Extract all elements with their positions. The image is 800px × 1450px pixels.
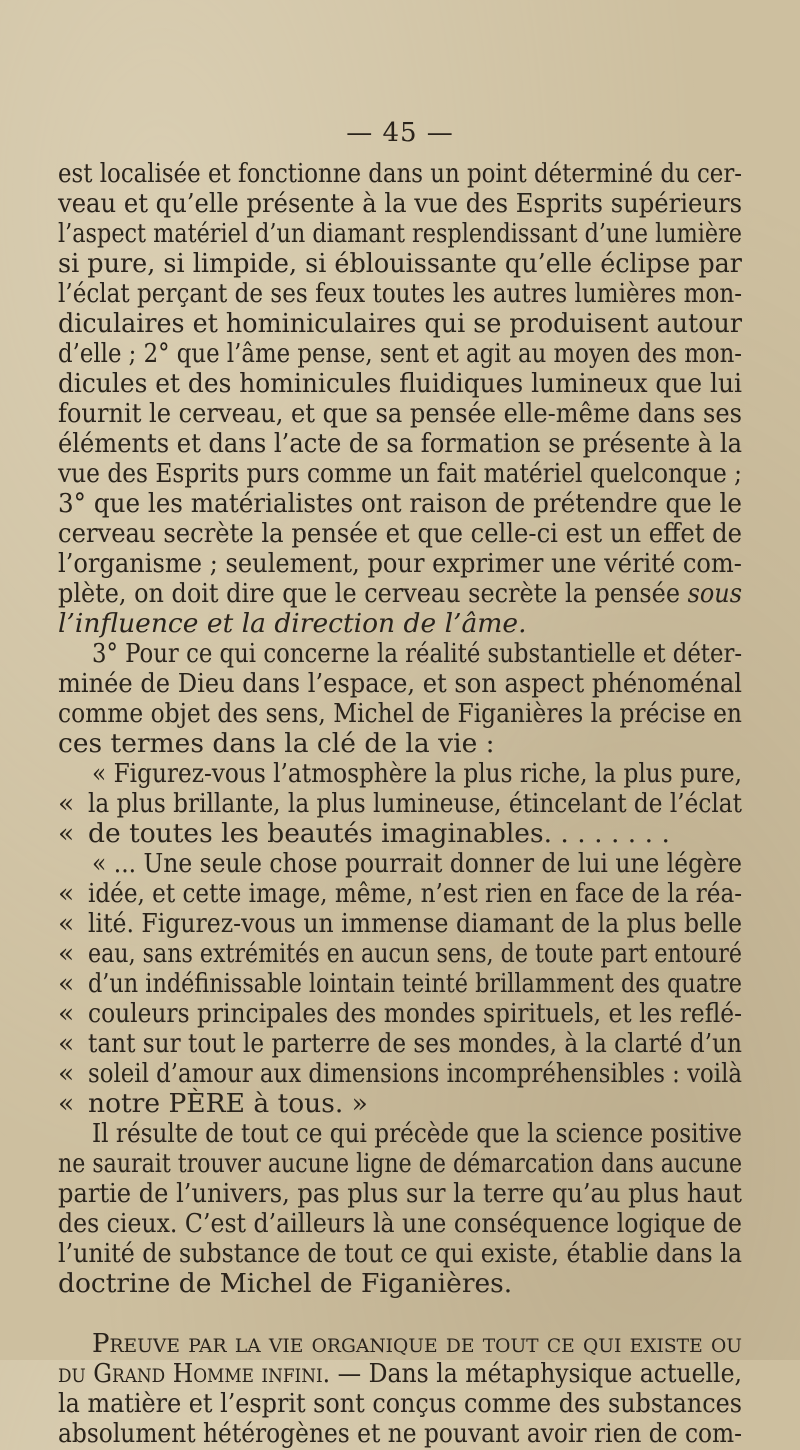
text-line [0,1358,800,1390]
text-line [0,1208,800,1240]
line-text-run: soleil d’amour aux dimensions incompréhensibles : voilà [88,1058,742,1089]
text-line [0,548,800,580]
text-line [0,818,800,850]
quote-mark: « [58,878,75,909]
quote-mark: « [58,908,75,939]
line-text [88,788,742,820]
text-line [0,368,800,400]
text-line [0,578,800,610]
line-text [88,818,670,850]
line-text-run: l’organisme ; seulement, pour exprimer une vérité com- [58,548,742,579]
text-line [0,1088,800,1120]
quote-mark: « [58,818,75,849]
text-line [0,1388,800,1420]
text-line [0,908,800,940]
line-text [58,548,742,580]
text-line [0,998,800,1030]
line-text-run: couleurs principales des mondes spirituels, et les reflé- [88,998,742,1029]
line-text-run: plète, on doit dire que le cerveau secrète la pensée [58,578,688,609]
text-line [0,1178,800,1210]
line-text [92,1328,742,1360]
line-text-run: 3° que les matérialistes ont raison de prétendre que le [58,488,742,519]
text-line [0,1238,800,1270]
line-text [58,518,742,550]
italic-text: l’influence et la direction de l’âme. [58,608,527,639]
line-text [92,848,742,880]
line-text-run: tant sur tout le parterre de ses mondes, à la clarté d’un [88,1028,742,1059]
text-line [0,878,800,910]
line-text [92,1118,742,1150]
line-text-run: est localisée et fonctionne dans un point déterminé du cer- [58,158,742,189]
text-line [0,458,800,490]
line-text [58,278,742,310]
text-line [0,218,800,250]
line-text-run: absolument hétérogènes et ne pouvant avoir rien de com- [58,1418,743,1449]
line-text [88,1058,742,1090]
text-line [0,848,800,880]
text-line [0,1058,800,1090]
line-text [58,1238,742,1270]
line-text-run: doctrine de Michel de Figanières. [58,1268,513,1299]
line-text [88,908,742,940]
line-text-run: notre PÈRE à tous. » [88,1088,368,1119]
line-text-run: l’aspect matériel d’un diamant resplendissant d’une lumière [58,218,743,249]
line-text [58,728,495,760]
line-text [88,938,742,970]
text-line [0,428,800,460]
line-text-run: veau et qu’elle présente à la vue des Esprits supérieurs [58,188,743,219]
line-text [58,1268,512,1300]
line-text [88,878,742,910]
text-line [0,758,800,790]
line-text-run: vue des Esprits purs comme un fait matériel quelconque ; [58,458,742,489]
italic-text: sous [687,578,742,609]
quote-mark: « [58,788,75,819]
line-text-run: lité. Figurez-vous un immense diamant de la plus belle [88,908,743,939]
line-text [92,638,742,670]
text-line [0,608,800,640]
line-text [58,488,742,520]
line-text-run: idée, et cette image, même, n’est rien en face de la réa- [88,878,743,909]
quote-mark: « [58,1058,75,1089]
line-text [92,758,742,790]
text-line [0,158,800,190]
line-text [58,218,742,250]
line-text [58,1178,742,1210]
line-text-run: d’elle ; 2° que l’âme pense, sent et agit au moyen des mon- [58,338,743,369]
line-text [58,668,742,700]
text-line [0,968,800,1000]
line-text [58,158,742,190]
line-text [58,1388,742,1420]
text-line [0,248,800,280]
line-text-run: d’un indéfinissable lointain teinté brillamment des quatre [88,968,743,999]
line-text-run: comme objet des sens, Michel de Figanières la précise en [58,698,742,729]
line-text [58,1208,742,1240]
quote-mark: « [58,1028,75,1059]
page-number: — 45 — [346,118,454,148]
line-text [58,608,527,640]
line-text-run: éléments et dans l’acte de sa formation se présente à la [58,428,742,459]
line-text-run: l’éclat perçant de ses feux toutes les autres lumières mon- [58,278,743,309]
text-line [0,398,800,430]
line-text-run: des cieux. C’est d’ailleurs là une conséquence logique de [58,1208,743,1239]
line-text [58,248,742,280]
line-text [88,968,742,1000]
text-line [0,1118,800,1150]
line-text [88,998,742,1030]
text-line [0,488,800,520]
line-text [58,428,742,460]
line-text [58,308,742,340]
text-line [0,188,800,220]
text-line [0,308,800,340]
line-text-run: la plus brillante, la plus lumineuse, étincelant de l’éclat [88,788,742,819]
line-text-run: 3° Pour ce qui concerne la réalité substantielle et déter- [92,638,743,669]
text-line [0,638,800,670]
line-text [88,1088,368,1120]
text-line [0,1328,800,1360]
line-text [88,1028,742,1060]
text-line [0,938,800,970]
line-text [58,368,742,400]
text-line [0,338,800,370]
line-text-run: dicules et des hominicules fluidiques lumineux que lui [58,368,742,399]
quote-mark: « [58,1088,75,1119]
line-text-run: de toutes les beautés imaginables. . . . . . . . [88,818,670,849]
line-text-run: « ... Une seule chose pourrait donner de lui une légère [92,848,743,879]
text-line [0,728,800,760]
line-text-run: ne saurait trouver aucune ligne de démarcation dans aucune [58,1148,743,1179]
text-line [0,668,800,700]
line-text-run: l’unité de substance de tout ce qui existe, établie dans la [58,1238,742,1269]
text-line [0,788,800,820]
line-text-run: si pure, si limpide, si éblouissante qu’elle éclipse par [58,248,742,279]
section-heading: Preuve par la vie organique de tout ce qui existe ou [92,1328,742,1359]
line-text [58,578,742,610]
line-text [58,398,742,430]
line-text [58,458,742,490]
line-text [58,698,742,730]
text-line [0,1268,800,1300]
line-text-run: — Dans la métaphysique actuelle, [330,1358,742,1389]
text-line [0,1028,800,1060]
quote-mark: « [58,998,75,1029]
quote-mark: « [58,938,75,969]
line-text [58,1148,742,1180]
text-line [0,278,800,310]
line-text [58,1418,742,1450]
section-heading: du Grand Homme infini. [58,1358,331,1389]
text-line [0,698,800,730]
line-text-run: diculaires et hominiculaires qui se produisent autour [58,308,743,339]
line-text-run: ces termes dans la clé de la vie : [58,728,495,759]
text-line [0,518,800,550]
line-text-run: cerveau secrète la pensée et que celle-ci est un effet de [58,518,743,549]
line-text-run: eau, sans extrémités en aucun sens, de toute part entouré [88,938,743,969]
line-text [58,338,742,370]
line-text-run: fournit le cerveau, et que sa pensée elle-même dans ses [58,398,742,429]
line-text-run: partie de l’univers, pas plus sur la terre qu’au plus haut [58,1178,743,1209]
line-text-run: Il résulte de tout ce qui précède que la science positive [92,1118,742,1149]
line-text-run: « Figurez-vous l’atmosphère la plus riche, la plus pure, [92,758,742,789]
line-text [58,188,742,220]
quote-mark: « [58,968,75,999]
line-text-run: la matière et l’esprit sont conçus comme des substances [58,1388,743,1419]
line-text [58,1358,742,1390]
text-line [0,1148,800,1180]
text-line [0,1418,800,1450]
line-text-run: minée de Dieu dans l’espace, et son aspect phénoménal [58,668,743,699]
